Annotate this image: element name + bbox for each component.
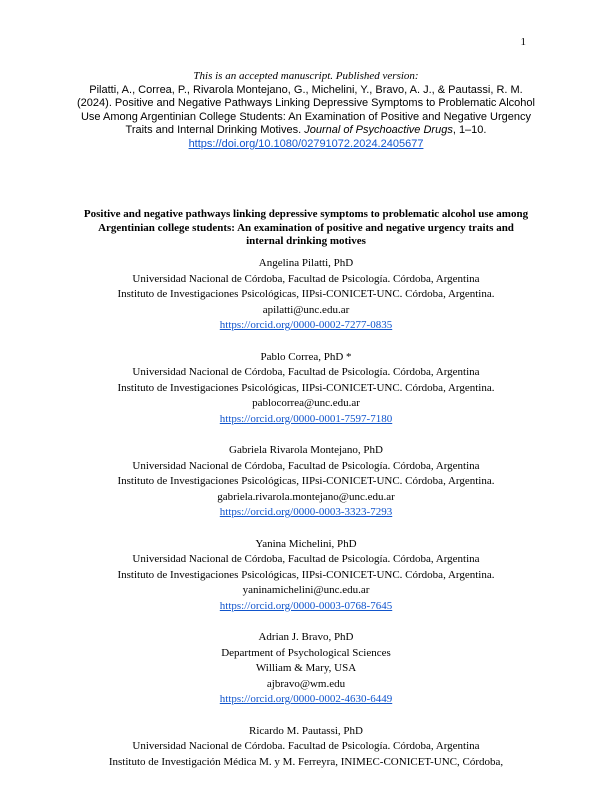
- author-affiliation: Instituto de Investigaciones Psicológicas, IIPsi-CONICET-UNC. Córdoba, Argentina.: [117, 475, 495, 487]
- author-email: ajbravo@wm.edu: [266, 677, 346, 690]
- author-orcid: [60, 692, 552, 708]
- author-block: [60, 350, 552, 428]
- orcid-link[interactable]: https://orcid.org/0000-0002-7277-0835: [219, 319, 393, 331]
- author-email: apilatti@unc.edu.ar: [262, 303, 350, 316]
- citation-pages: , 1–10.: [452, 124, 487, 137]
- author-email: pablocorrea@unc.edu.ar: [252, 397, 360, 409]
- author-affiliation: Instituto de Investigaciones Psicológicas, IIPsi-CONICET-UNC. Córdoba, Argentina.: [117, 568, 495, 581]
- author-name: Adrian J. Bravo, PhD: [258, 631, 354, 643]
- orcid-link[interactable]: https://orcid.org/0000-0002-4630-6449: [219, 693, 393, 705]
- author-list: [60, 256, 552, 786]
- author-block: [60, 724, 552, 771]
- author-name: Yanina Michelini, PhD: [255, 537, 357, 550]
- doi-link[interactable]: https://doi.org/10.1080/02791072.2024.2405677: [188, 137, 424, 150]
- author-affiliation: Universidad Nacional de Córdoba, Facultad de Psicología. Córdoba, Argentina: [132, 272, 480, 285]
- author-name: Ricardo M. Pautassi, PhD: [249, 724, 363, 737]
- paper-title: Positive and negative pathways linking depressive symptoms to problematic alcohol use among Argentinian college students: An examination of positive and negative urgency traits and internal drinking motives: [83, 208, 529, 248]
- author-affiliation: Instituto de Investigación Médica M. y M. Ferreyra, INIMEC-CONICET-UNC, Córdoba,: [108, 755, 504, 768]
- author-orcid: [60, 599, 552, 615]
- author-block: [60, 630, 552, 708]
- author-orcid: [60, 505, 552, 521]
- author-name: Angelina Pilatti, PhD: [258, 257, 354, 269]
- author-orcid: [60, 412, 552, 428]
- author-affiliation: Universidad Nacional de Córdoba, Facultad de Psicología. Córdoba, Argentina: [132, 553, 480, 565]
- orcid-link[interactable]: https://orcid.org/0000-0003-0768-7645: [219, 599, 393, 612]
- author-block: [60, 537, 552, 615]
- author-affiliation: Department of Psychological Sciences: [221, 646, 391, 659]
- author-affiliation: Universidad Nacional de Córdoba, Facultad de Psicología. Córdoba, Argentina: [132, 366, 480, 378]
- journal-name: Journal of Psychoactive Drugs: [304, 124, 453, 137]
- orcid-link[interactable]: https://orcid.org/0000-0001-7597-7180: [219, 412, 393, 425]
- author-email: yaninamichelini@unc.edu.ar: [242, 584, 370, 596]
- author-affiliation: Instituto de Investigaciones Psicológicas, IIPsi-CONICET-UNC. Córdoba, Argentina.: [117, 288, 495, 300]
- citation: [72, 84, 540, 152]
- author-email: gabriela.rivarola.montejano@unc.edu.ar: [217, 490, 395, 503]
- publication-notice: [72, 70, 540, 152]
- citation-text: Pilatti, A., Correa, P., Rivarola Montejano, G., Michelini, Y., Bravo, A. J., & Pautassi, R. M. (2024). Positive and Negative Pathways Linking Depressive Symptoms to Problematic Alcohol Use Among Argentinian College Students: An Examination of Positive and Negative Urgency Traits and Internal Drinking Motives.: [77, 83, 535, 137]
- author-affiliation: Instituto de Investigaciones Psicológicas, IIPsi-CONICET-UNC. Córdoba, Argentina.: [117, 381, 495, 394]
- author-block: [60, 256, 552, 334]
- author-orcid: [60, 318, 552, 334]
- author-affiliation: William & Mary, USA: [255, 662, 357, 674]
- author-name: Pablo Correa, PhD *: [260, 350, 352, 363]
- notice-title: This is an accepted manuscript. Published version:: [193, 70, 419, 82]
- author-name: Gabriela Rivarola Montejano, PhD: [229, 444, 383, 456]
- author-block: [60, 443, 552, 521]
- author-affiliation: Universidad Nacional de Córdoba. Facultad de Psicología. Córdoba, Argentina: [132, 740, 480, 752]
- author-affiliation: Universidad Nacional de Córdoba, Facultad de Psicología. Córdoba, Argentina: [132, 459, 480, 472]
- orcid-link[interactable]: https://orcid.org/0000-0003-3323-7293: [219, 506, 393, 518]
- page-number: 1: [520, 36, 526, 48]
